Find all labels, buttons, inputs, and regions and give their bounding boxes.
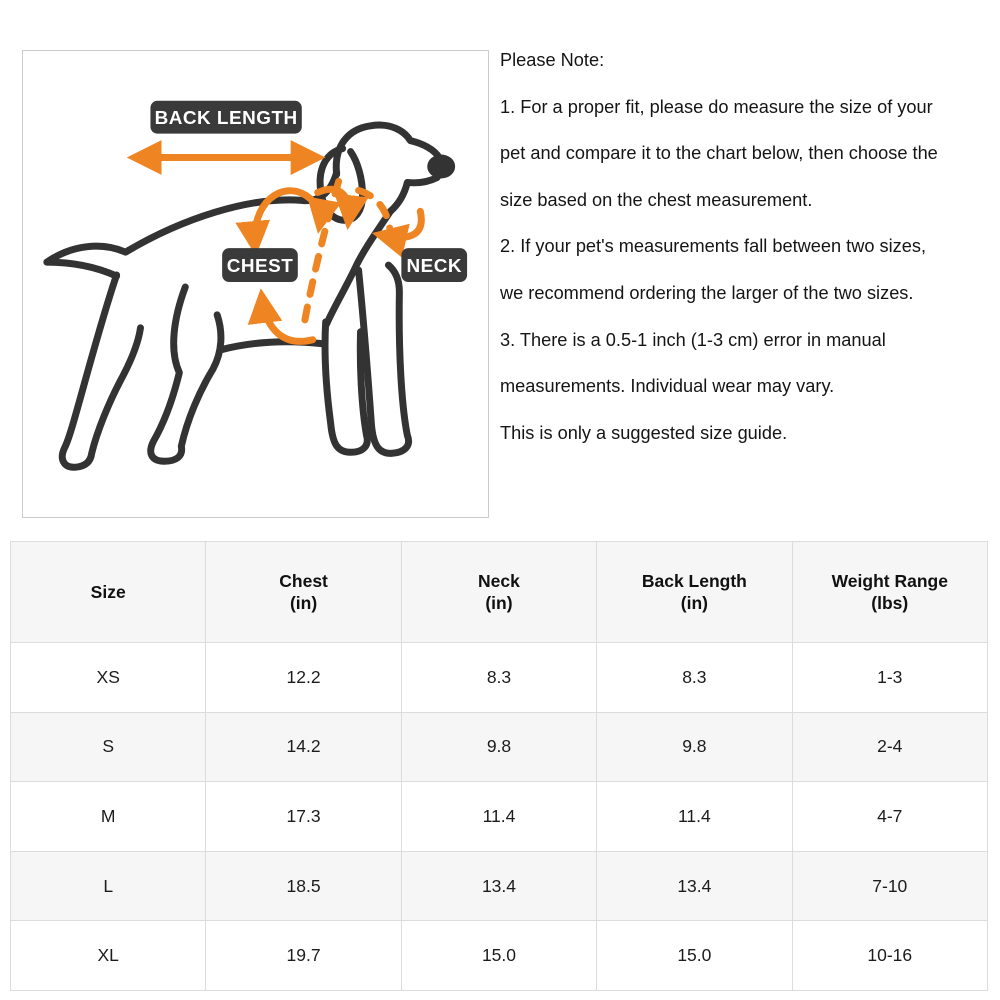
table-cell: 12.2	[206, 643, 401, 713]
header-unit: (lbs)	[871, 593, 909, 613]
column-header-neck	[401, 542, 596, 643]
header-label: Weight Range	[831, 571, 948, 591]
size-table-body	[11, 643, 988, 991]
table-row-m	[11, 782, 988, 852]
table-cell: 18.5	[206, 851, 401, 921]
size-table-header	[11, 542, 988, 643]
header-label: Back Length	[641, 571, 747, 591]
table-cell: 9.8	[597, 712, 792, 782]
table-cell: 9.8	[401, 712, 596, 782]
header-unit: (in)	[680, 593, 708, 613]
dog-muzzle-mouth	[390, 177, 437, 211]
table-cell: 13.4	[597, 851, 792, 921]
note-line: pet and compare it to the chart below, then choose the	[500, 143, 938, 164]
table-cell: 11.4	[401, 782, 596, 852]
dog-hind-far-leg	[62, 275, 140, 467]
header-label: Size	[90, 582, 126, 602]
table-cell: XL	[11, 921, 206, 991]
dog-hind-near-leg	[151, 287, 221, 461]
diagram-labels	[150, 101, 467, 282]
dog-diagram-svg	[23, 51, 488, 517]
note-line: size based on the chest measurement.	[500, 189, 813, 210]
column-header-back-length	[597, 542, 792, 643]
table-row-l	[11, 851, 988, 921]
table-cell: 8.3	[401, 643, 596, 713]
back-length-label: BACK LENGTH	[154, 108, 298, 130]
table-cell: 8.3	[597, 643, 792, 713]
table-cell: M	[11, 782, 206, 852]
table-cell: 15.0	[597, 921, 792, 991]
dog-measurement-diagram	[22, 50, 489, 518]
table-cell: 1-3	[792, 643, 987, 713]
notes-panel	[500, 37, 998, 456]
table-cell: 7-10	[792, 851, 987, 921]
neck-label: NECK	[406, 256, 463, 278]
table-row-xl	[11, 921, 988, 991]
header-unit: (in)	[485, 593, 513, 613]
note-line: 2. If your pet's measurements fall between two sizes,	[500, 236, 927, 257]
table-cell: 19.7	[206, 921, 401, 991]
note-line: we recommend ordering the larger of the two sizes.	[500, 282, 914, 303]
column-header-weight-range	[792, 542, 987, 643]
notes-title: Please Note:	[500, 50, 605, 70]
header-unit: (in)	[289, 593, 318, 613]
chest-label: CHEST	[226, 256, 294, 278]
table-cell: S	[11, 712, 206, 782]
column-header-chest	[206, 542, 401, 643]
table-cell: 14.2	[206, 712, 401, 782]
dog-front-left-leg	[325, 322, 367, 452]
table-cell: L	[11, 851, 206, 921]
size-chart-table	[10, 541, 988, 991]
dog-nose	[427, 155, 455, 179]
note-line: 1. For a proper fit, please do measure the size of your	[500, 96, 933, 117]
table-cell: 10-16	[792, 921, 987, 991]
header-row	[11, 542, 988, 643]
table-cell: 17.3	[206, 782, 401, 852]
header-label: Chest	[279, 571, 328, 591]
dog-outline	[47, 125, 442, 467]
table-cell: 13.4	[401, 851, 596, 921]
header-label: Neck	[478, 571, 520, 591]
table-cell: 4-7	[792, 782, 987, 852]
table-cell: XS	[11, 643, 206, 713]
note-line: This is only a suggested size guide.	[500, 422, 788, 443]
table-row-xs	[11, 643, 988, 713]
table-cell: 2-4	[792, 712, 987, 782]
dog-tail-underside	[47, 262, 117, 276]
table-cell: 11.4	[597, 782, 792, 852]
note-line: measurements. Individual wear may vary.	[500, 376, 835, 397]
column-header-size	[11, 542, 206, 643]
table-row-s	[11, 712, 988, 782]
note-line: 3. There is a 0.5-1 inch (1-3 cm) error in manual	[500, 329, 886, 350]
table-cell: 15.0	[401, 921, 596, 991]
